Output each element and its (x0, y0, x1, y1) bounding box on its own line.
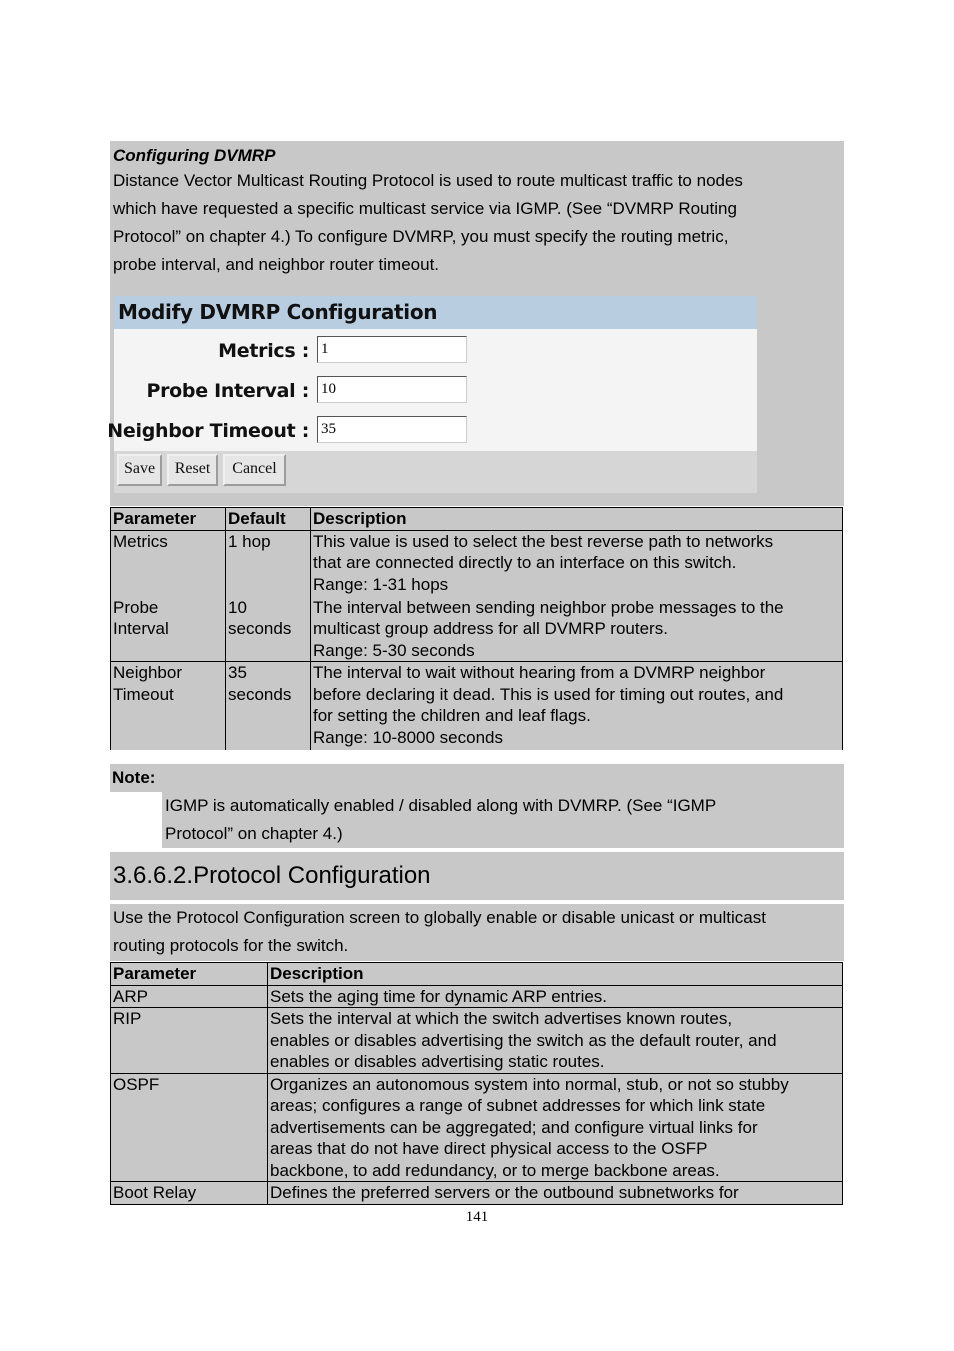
intro-line: Protocol” on chapter 4.) To configure DVMRP, you must specify the routing metric, (113, 227, 729, 246)
param-cell (111, 662, 226, 751)
default-cell (226, 662, 311, 751)
intro-paragraph (113, 167, 841, 279)
page-number: 141 (465, 1209, 489, 1225)
cell-line: 10 (228, 597, 247, 617)
metrics-row (114, 336, 759, 366)
paragraph-line: Use the Protocol Configuration screen to globally enable or disable unicast or multicast (113, 908, 766, 927)
table-row (111, 1008, 843, 1074)
desc-cell (268, 985, 843, 1008)
cell-line: multicast group address for all DVMRP routers. (313, 619, 668, 638)
cell-line: before declaring it dead. This is used for timing out routes, and (313, 684, 784, 704)
header-cell: Parameter (111, 963, 268, 986)
cell-line: Defines the preferred servers or the outbound subnetworks for (270, 1183, 739, 1202)
table-header-row (111, 508, 843, 531)
cell-line: for setting the children and leaf flags. (313, 706, 591, 725)
header-cell: Description (268, 963, 843, 986)
probe-interval-input[interactable] (317, 376, 467, 403)
param-cell: RIP (111, 1008, 268, 1074)
intro-line: which have requested a specific multicast service via IGMP. (See “DVMRP Routing (113, 199, 737, 218)
neighbor-timeout-input[interactable] (317, 416, 467, 443)
table-row (111, 530, 843, 597)
cell-line: areas; configures a range of subnet addresses for which link state (270, 1096, 766, 1115)
probe-interval-label: Probe Interval : (146, 380, 309, 402)
header-cell: Description (311, 508, 843, 531)
cell-line: backbone, to add redundancy, or to merge backbone areas. (270, 1160, 720, 1180)
desc-cell (311, 662, 843, 751)
neighbor-timeout-label: Neighbor Timeout : (107, 420, 309, 442)
param-cell: ARP (111, 985, 268, 1008)
cell-line: Range: 5-30 seconds (313, 640, 475, 660)
cell-line: Interval (113, 619, 169, 638)
table-row (111, 662, 843, 751)
table-row (111, 597, 843, 662)
table-row (111, 1073, 843, 1182)
cell-line: This value is used to select the best reverse path to networks (313, 531, 774, 551)
note-indent (110, 792, 162, 848)
cell-line: enables or disables advertising static routes. (270, 1052, 605, 1071)
table-header-row (111, 963, 843, 986)
cell-line: Organizes an autonomous system into normal, stub, or not so stubby (270, 1074, 789, 1094)
param-cell: OSPF (111, 1073, 268, 1182)
cell-line: 1 hop (228, 531, 271, 551)
intro-line: probe interval, and neighbor router timeout. (113, 255, 440, 274)
metrics-label: Metrics : (218, 340, 309, 362)
cell-line: Sets the aging time for dynamic ARP entries. (270, 986, 608, 1006)
neighbor-timeout-row (107, 416, 759, 446)
cell-line: areas that do not have direct physical access to the OSFP (270, 1139, 708, 1158)
section-title: Configuring DVMRP (113, 146, 276, 165)
cell-line: Range: 1-31 hops (313, 574, 449, 594)
dvmrp-config-panel (107, 295, 758, 494)
cell-line: Probe (113, 597, 159, 617)
dvmrp-intro (110, 141, 844, 284)
metrics-input[interactable] (317, 336, 467, 363)
param-cell (111, 597, 226, 662)
desc-cell (311, 597, 843, 662)
cell-line: Neighbor (113, 663, 182, 682)
section-heading: 3.6.6.2.Protocol Configuration (110, 852, 844, 900)
protocol-paragraph (110, 904, 844, 961)
cell-line: seconds (228, 684, 292, 704)
param-cell: Boot Relay (111, 1182, 268, 1205)
probe-interval-row (114, 376, 759, 406)
header-cell: Default (226, 508, 311, 531)
cell-line: The interval between sending neighbor probe messages to the (313, 597, 784, 617)
cell-line: The interval to wait without hearing from a DVMRP neighbor (313, 663, 766, 682)
cell-line: Metrics (113, 531, 168, 551)
panel-header: Modify DVMRP Configuration (114, 296, 757, 329)
dvmrp-parameter-table (110, 507, 843, 750)
desc-cell (268, 1182, 843, 1205)
save-button[interactable]: Save (117, 454, 162, 486)
default-cell (226, 597, 311, 662)
cell-line: advertisements can be aggregated; and configure virtual links for (270, 1117, 758, 1137)
desc-cell (311, 530, 843, 597)
param-cell (111, 530, 226, 597)
cell-line: that are connected directly to an interface on this switch. (313, 553, 737, 572)
desc-cell (268, 1008, 843, 1074)
table-row (111, 1182, 843, 1205)
protocol-parameter-table (110, 962, 843, 1205)
intro-line: Distance Vector Multicast Routing Protocol is used to route multicast traffic to nodes (113, 171, 743, 190)
cell-line: Range: 10-8000 seconds (313, 727, 503, 747)
default-cell (226, 530, 311, 597)
cell-line: seconds (228, 619, 292, 638)
cell-line: enables or disables advertising the switch as the default router, and (270, 1030, 777, 1050)
paragraph-line: routing protocols for the switch. (113, 936, 349, 955)
note-line: Protocol” on chapter 4.) (165, 824, 343, 843)
header-cell: Parameter (111, 508, 226, 531)
cell-line: 35 (228, 663, 247, 682)
button-bar (114, 451, 757, 493)
cancel-button[interactable]: Cancel (223, 454, 286, 486)
reset-button[interactable]: Reset (167, 454, 218, 486)
note-band (110, 764, 844, 792)
note-text (162, 792, 844, 848)
note-line: IGMP is automatically enabled / disabled along with DVMRP. (See “IGMP (165, 796, 717, 815)
desc-cell (268, 1073, 843, 1182)
cell-line: Timeout (113, 684, 174, 704)
cell-line: Sets the interval at which the switch advertises known routes, (270, 1009, 733, 1028)
table-row (111, 985, 843, 1008)
note-label: Note: (110, 764, 162, 792)
